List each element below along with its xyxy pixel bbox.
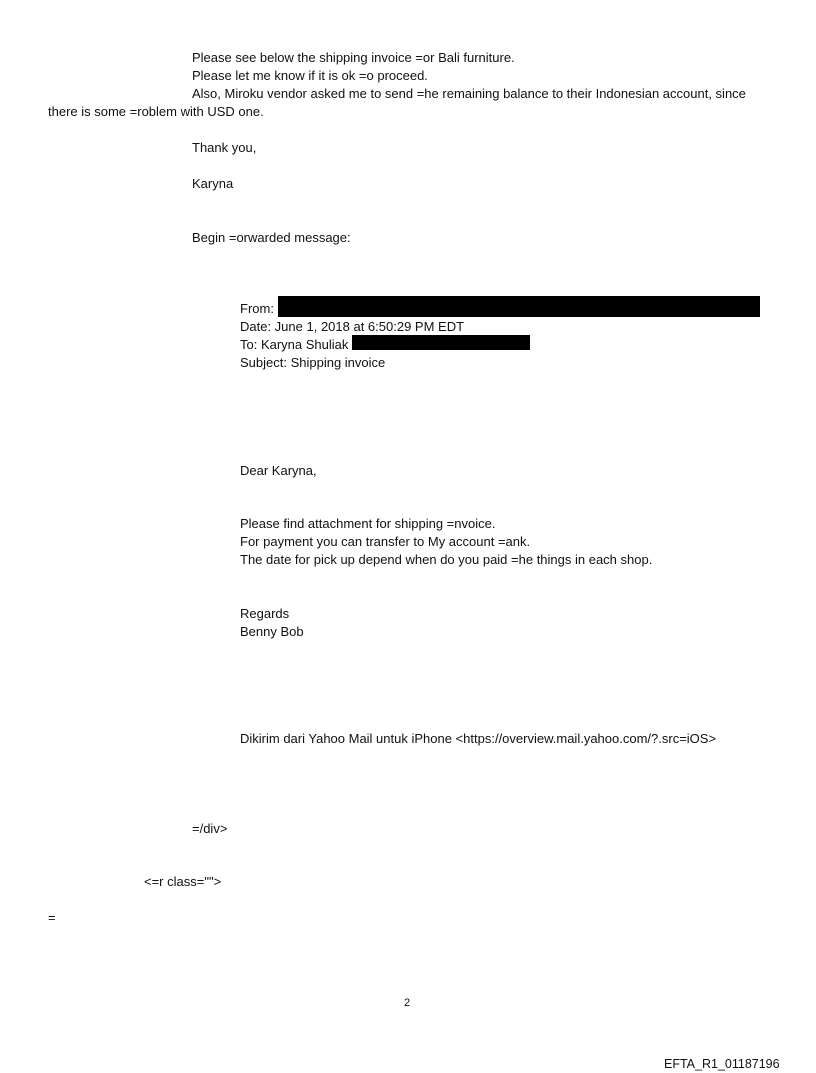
equals-artifact: = <box>48 910 56 925</box>
div-close-artifact: =/div> <box>192 821 228 836</box>
date-line: Date: June 1, 2018 at 6:50:29 PM EDT <box>240 319 465 334</box>
intro-line-1: Please see below the shipping invoice =or Bali furniture. <box>192 50 515 65</box>
sender-name: Benny Bob <box>240 624 304 639</box>
document-id: EFTA_R1_01187196 <box>664 1057 780 1071</box>
to-label: To: Karyna Shuliak <box>240 337 349 352</box>
br-tag-artifact: <=r class=""> <box>144 874 222 889</box>
intro-line-3: Also, Miroku vendor asked me to send =he remaining balance to their Indonesian account, since <box>192 86 746 101</box>
redaction-bar-to <box>352 335 530 350</box>
intro-line-4: there is some =roblem with USD one. <box>48 104 264 119</box>
body-line-2: For payment you can transfer to My account =ank. <box>240 534 531 549</box>
from-label: From: <box>240 301 274 316</box>
intro-line-2: Please let me know if it is ok =o proceed. <box>192 68 428 83</box>
greeting-line: Dear Karyna, <box>240 463 317 478</box>
thanks-line: Thank you, <box>192 140 257 155</box>
signature-line: Karyna <box>192 176 234 191</box>
body-line-3: The date for pick up depend when do you paid =he things in each shop. <box>240 552 653 567</box>
mobile-footer: Dikirim dari Yahoo Mail untuk iPhone <https://overview.mail.yahoo.com/?.src=iOS> <box>240 731 717 746</box>
redaction-bar-from <box>278 296 760 317</box>
body-line-1: Please find attachment for shipping =nvoice. <box>240 516 496 531</box>
page-number: 2 <box>404 997 411 1009</box>
subject-line: Subject: Shipping invoice <box>240 355 386 370</box>
forwarded-header: Begin =orwarded message: <box>192 230 351 245</box>
regards-line: Regards <box>240 606 290 621</box>
